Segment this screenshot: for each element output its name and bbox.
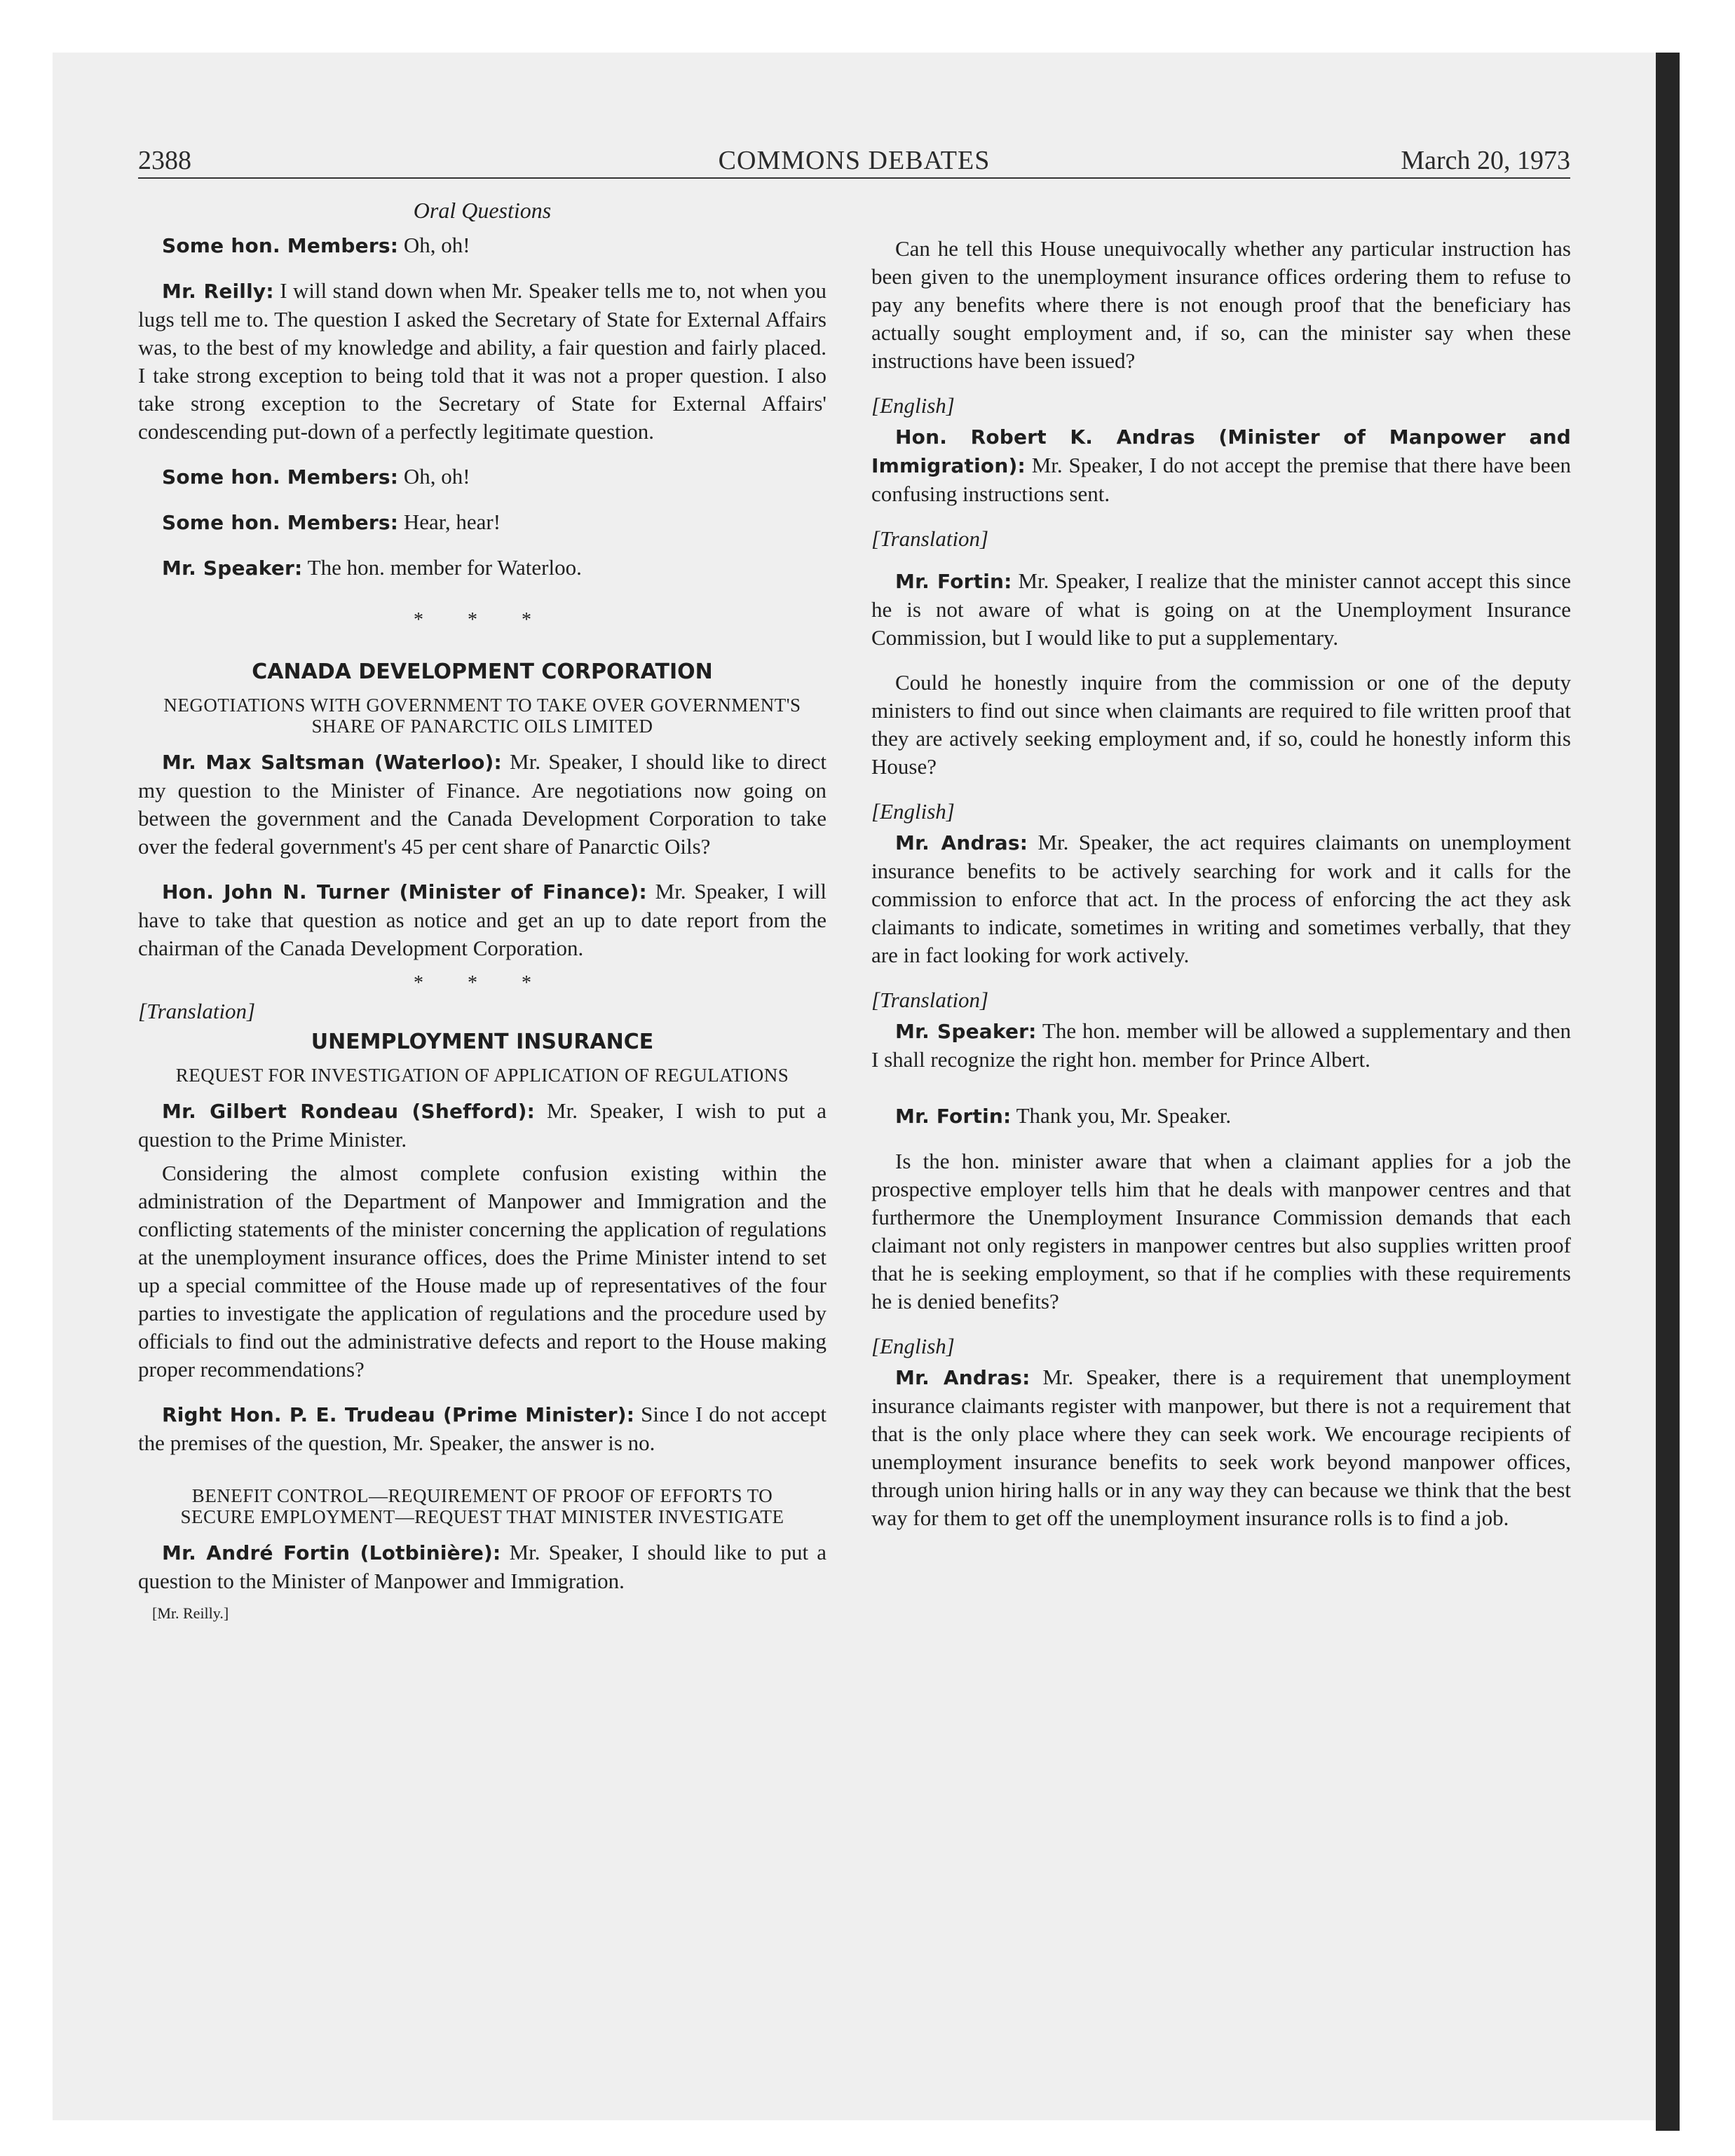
- speaker-name: Right Hon. P. E. Trudeau (Prime Minister):: [162, 1403, 635, 1426]
- speaker-name: Mr. André Fortin (Lotbinière):: [162, 1541, 501, 1564]
- language-marker: [Translation]: [871, 526, 989, 551]
- section-subheading: BENEFIT CONTROL—REQUIREMENT OF PROOF OF EFFORTS TO SECURE EMPLOYMENT—REQUEST THAT MINISTER INVESTIGATE: [180, 1485, 784, 1527]
- page-number: 2388: [138, 146, 191, 175]
- speech-text: Mr. Speaker, I should like to put a question to the Minister of Manpower and Immigration.: [138, 1540, 826, 1593]
- paragraph: [138, 1400, 826, 1457]
- language-marker: [Translation]: [138, 999, 256, 1023]
- speaker-name: Hon. John N. Turner (Minister of Finance):: [162, 880, 647, 903]
- speech-text: Mr. Speaker, I do not accept the premise that there have been confusing instructions sent.: [871, 453, 1571, 506]
- speech-text: Hear, hear!: [398, 510, 501, 534]
- speech-text: Oh, oh!: [398, 464, 470, 489]
- speech-text: The hon. member will be allowed a supplementary and then I shall recognize the right hon. member for Prince Albert.: [871, 1018, 1571, 1072]
- speech-text: Mr. Speaker, there is a requirement that unemployment insurance claimants register with manpower, but there is not a requirement that that is the only place where they can seek work. We encourage recipients of unemployment insurance benefits to seek work beyond manpower offices, through union hiring halls or in any way they can because we think that the best way for them to get off the unemployment insurance rolls is to find a job.: [871, 1365, 1571, 1530]
- paragraph: [871, 1102, 1571, 1131]
- speech-text: Thank you, Mr. Speaker.: [1011, 1103, 1232, 1128]
- left-column: [138, 196, 826, 1628]
- right-column: [871, 235, 1571, 1532]
- paragraph: [871, 1363, 1571, 1532]
- speaker-name: Some hon. Members:: [162, 465, 399, 489]
- paragraph: [138, 463, 826, 491]
- paragraph: [138, 277, 826, 446]
- speech-text: Mr. Speaker, the act requires claimants on unemployment insurance benefits to be actively searching for work and it calls for the commission to enforce that act. In the process of enforcing the act they ask claimants to indicate, sometimes in writing and sometimes verbally, that they are in fact looking for work actively.: [871, 830, 1571, 967]
- speech-text: Mr. Speaker, I realize that the minister cannot accept this since he is not aware of what is going on at the Unemployment Insurance Commission, but I would like to put a supplementary.: [871, 568, 1571, 650]
- speaker-name: Mr. Fortin:: [895, 1105, 1012, 1128]
- paragraph: [138, 1097, 826, 1154]
- speech-text: Mr. Speaker, I will have to take that question as notice and get an up to date report from the chairman of the Canada Development Corporation.: [138, 879, 827, 960]
- speech-text: The hon. member for Waterloo.: [302, 555, 582, 580]
- paragraph: [138, 748, 826, 861]
- speech-text: Mr. Speaker, I wish to put a question to the Prime Minister.: [138, 1098, 826, 1152]
- paragraph: Is the hon. minister aware that when a claimant applies for a job the prospective employer tells him that he deals with manpower centres and that furthermore the Unemployment Insurance Commission demands that each claimant not only registers in manpower centres but also supplies written proof that he is seeking employment, so that if he complies with these requirements he is denied benefits?: [871, 1149, 1571, 1314]
- speaker-name: Mr. Max Saltsman (Waterloo):: [162, 751, 502, 774]
- speech-text: I will stand down when Mr. Speaker tells me to, not when you lugs tell me to. The question I asked the Secretary of State for External Affairs was, to the best of my knowledge and ability, a fair question and fairly placed. I take strong exception to being told that it was not a proper question. I also take strong exception to the Secretary of State for External Affairs' condescending put-down of a perfectly legitimate question.: [138, 278, 826, 444]
- paragraph: [871, 828, 1571, 969]
- speaker-name: Some hon. Members:: [162, 511, 399, 534]
- section-subheading: NEGOTIATIONS WITH GOVERNMENT TO TAKE OVER GOVERNMENT'S SHARE OF PANARCTIC OILS LIMITED: [163, 695, 801, 737]
- speech-text: Since I do not accept the premises of the question, Mr. Speaker, the answer is no.: [138, 1402, 826, 1455]
- page-binding-edge: [1656, 53, 1680, 2131]
- speaker-name: Mr. Reilly:: [162, 280, 274, 303]
- section-separator: * * *: [414, 609, 551, 631]
- paragraph: [138, 231, 826, 260]
- running-head: Oral Questions: [413, 198, 552, 223]
- language-marker: [English]: [871, 393, 955, 418]
- language-marker: [English]: [871, 1334, 955, 1358]
- speaker-name: Mr. Andras:: [895, 831, 1028, 854]
- speaker-name: Some hon. Members:: [162, 234, 399, 257]
- paragraph: [138, 554, 826, 582]
- speaker-name: Mr. Speaker:: [895, 1020, 1037, 1043]
- paragraph: Can he tell this House unequivocally whether any particular instruction has been given to the unemployment insurance offices ordering them to refuse to pay any benefits where there is not enough proof that the beneficiary has actually sought employment and, if so, can the minister say when these instructions have been issued?: [871, 236, 1571, 373]
- publication-date: March 20, 1973: [1401, 146, 1570, 175]
- speaker-name: Mr. Andras:: [895, 1366, 1030, 1389]
- speech-text: Oh, oh!: [398, 233, 470, 257]
- paragraph: Could he honestly inquire from the commission or one of the deputy ministers to find out since when claimants are required to file written proof that they are actively seeking employment and, if so, could he honestly inform this House?: [871, 670, 1571, 779]
- speaker-name: Hon. Robert K. Andras (Minister of Manpower and Immigration):: [871, 425, 1571, 477]
- language-marker: [Translation]: [871, 988, 989, 1012]
- speech-text: Mr. Speaker, I should like to direct my question to the Minister of Finance. Are negotiations now going on between the government and the Canada Development Corporation to take over the federal government's 45 per cent share of Panarctic Oils?: [138, 749, 826, 859]
- page-header: [138, 144, 1570, 179]
- paragraph: [871, 567, 1571, 652]
- section-separator: * * *: [414, 972, 551, 994]
- speaker-name: Mr. Gilbert Rondeau (Shefford):: [162, 1100, 535, 1123]
- section-heading: CANADA DEVELOPMENT CORPORATION: [252, 660, 713, 684]
- paragraph: [871, 423, 1571, 508]
- publication-title: COMMONS DEBATES: [718, 146, 991, 175]
- paragraph: [138, 878, 826, 962]
- speaker-name: Mr. Speaker:: [162, 557, 303, 580]
- paragraph: Considering the almost complete confusion existing within the administration of the Department of Manpower and Immigration and the conflicting statements of the minister concerning the application of regulations at the unemployment insurance offices, does the Prime Minister intend to set up a special committee of the House made up of representatives of the four parties to investigate the application of regulations and the procedure used by officials to find out the administrative defects and report to the House making proper recommendations?: [138, 1161, 826, 1381]
- paragraph: [871, 1017, 1571, 1074]
- speaker-footnote: [Mr. Reilly.]: [152, 1604, 229, 1622]
- paragraph: [138, 508, 826, 537]
- paragraph: [138, 1538, 826, 1595]
- speaker-name: Mr. Fortin:: [895, 570, 1012, 593]
- section-heading: UNEMPLOYMENT INSURANCE: [311, 1030, 654, 1054]
- section-subheading: REQUEST FOR INVESTIGATION OF APPLICATION OF REGULATIONS: [175, 1065, 789, 1086]
- language-marker: [English]: [871, 799, 955, 824]
